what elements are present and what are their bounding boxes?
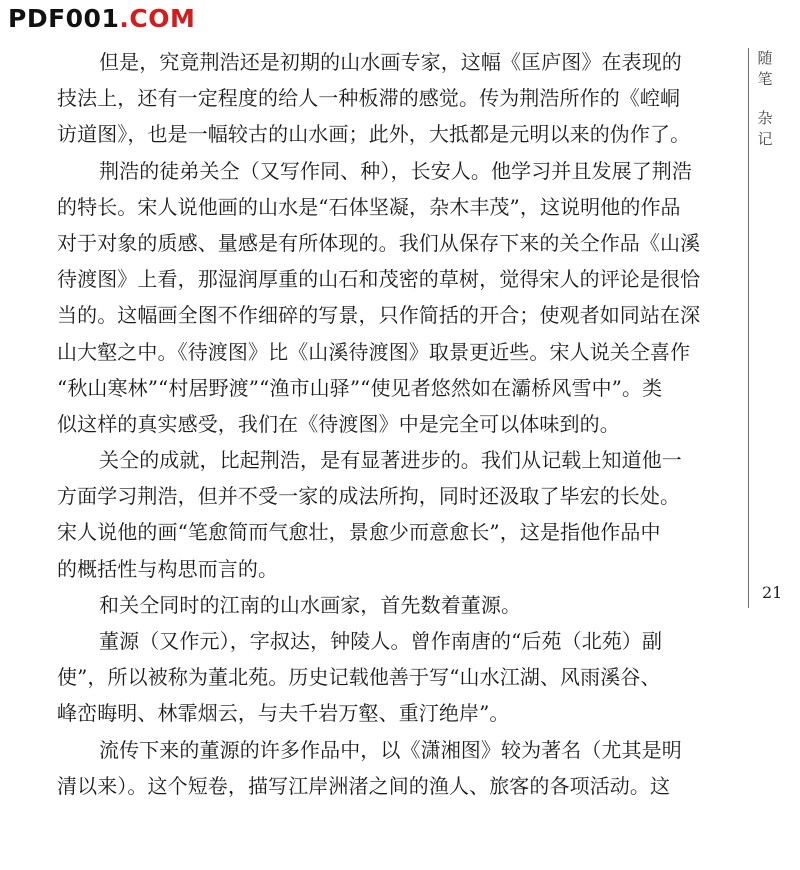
text-line: 待渡图》上看，那湿润厚重的山石和茂密的草树，觉得宋人的评论是很恰	[57, 267, 701, 292]
text-line: 和关仝同时的江南的山水画家，首先数着董源。	[99, 592, 522, 617]
text-line: 山大壑之中。《待渡图》比《山溪待渡图》取景更近些。宋人说关仝喜作	[57, 339, 691, 364]
watermark-main-text: PDF001	[8, 4, 120, 33]
text-line: 似这样的真实感受，我们在《待渡图》中是完全可以体味到的。	[57, 411, 620, 436]
text-line: 方面学习荆浩，但并不受一家的成法所拘，同时还汲取了毕宏的长处。	[57, 484, 681, 509]
watermark-domain-suffix: .COM	[119, 4, 196, 33]
running-head-part2: 杂记	[757, 109, 773, 148]
page-number: 21	[762, 583, 783, 602]
text-line: 关仝的成就，比起荆浩，是有显著进步的。我们从记载上知道他一	[99, 448, 682, 473]
text-line: 的特长。宋人说他画的山水是“石体坚凝，杂木丰茂”，这说明他的作品	[57, 194, 681, 219]
page-body-text	[57, 44, 737, 804]
text-line: 清以来）。这个短卷，描写江岸洲渚之间的渔人、旅客的各项活动。这	[57, 773, 671, 798]
site-watermark	[8, 2, 195, 36]
running-head-part1: 随笔	[757, 49, 773, 88]
margin-divider-rule	[748, 48, 749, 608]
text-line: 但是，究竟荆浩还是初期的山水画专家，这幅《匡庐图》在表现的	[99, 50, 682, 74]
text-line: “秋山寒林”“村居野渡”“渔市山驿”“使见者悠然如在灞桥风雪中”。类	[57, 375, 663, 400]
text-line: 对于对象的质感、量感是有所体现的。我们从保存下来的关仝作品《山溪	[57, 230, 701, 255]
running-head	[754, 48, 776, 150]
text-line: 流传下来的董源的许多作品中，以《潇湘图》较为著名（尤其是明	[99, 737, 682, 762]
text-line: 访道图》，也是一幅较古的山水画；此外，大抵都是元明以来的伪作了。	[57, 122, 691, 147]
text-line: 荆浩的徒弟关仝（又写作同、种），长安人。他学习并且发展了荆浩	[99, 158, 692, 183]
text-line: 峰峦晦明、林霏烟云，与夫千岩万壑、重汀绝岸”。	[57, 701, 510, 726]
text-line: 技法上，还有一定程度的给人一种板滞的感觉。传为荆浩所作的《崆峒	[57, 86, 681, 111]
text-line: 的概括性与构思而言的。	[57, 556, 279, 581]
running-head-gap	[754, 90, 776, 108]
text-line: 宋人说他的画“笔愈简而气愈壮，景愈少而意愈长”，这是指他作品中	[57, 520, 661, 545]
text-line: 当的。这幅画全图不作细碎的写景，只作简括的开合；使观者如同站在深	[57, 303, 701, 328]
text-line: 使”，所以被称为董北苑。历史记载他善于写“山水江湖、风雨溪谷、	[57, 665, 661, 690]
text-line: 董源（又作元），字叔达，钟陵人。曾作南唐的“后苑（北苑）副	[99, 629, 663, 653]
